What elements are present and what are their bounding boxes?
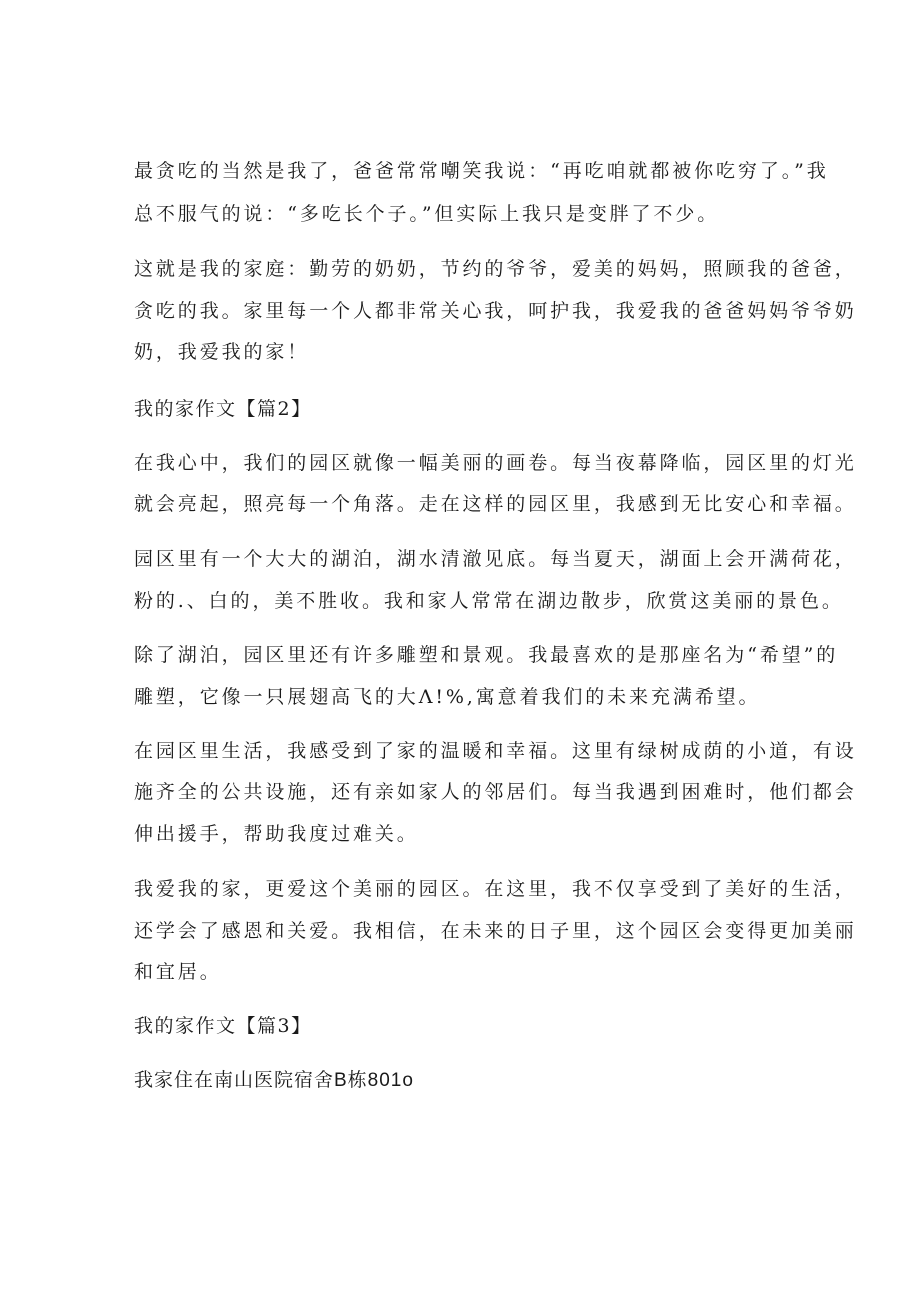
text-line: 粉的.、白的，美不胜收。我和家人常常在湖边散步，欣赏这美丽的景色。	[134, 590, 844, 612]
text-line: 奶，我爱我的家！	[134, 341, 310, 363]
section-heading-3: 我的家作文【篇3】	[134, 1015, 312, 1037]
text-line: 园区里有一个大大的湖泊，湖水清澈见底。每当夏天，湖面上会开满荷花，	[134, 548, 857, 570]
text-line: 除了湖泊，园区里还有许多雕塑和景观。我最喜欢的是那座名为“希望”的	[134, 644, 839, 666]
text-line: 总不服气的说：“多吃长个子。”但实际上我只是变胖了不少。	[134, 203, 720, 225]
text-line: 在园区里生活，我感受到了家的温暖和幸福。这里有绿树成荫的小道，有设	[134, 740, 857, 762]
text-line: 还学会了感恩和关爱。我相信，在未来的日子里，这个园区会变得更加美丽	[134, 920, 857, 942]
text-line: 这就是我的家庭：勤劳的奶奶，节约的爷爷，爱美的妈妈，照顾我的爸爸，	[134, 258, 857, 280]
text-line: 就会亮起，照亮每一个角落。走在这样的园区里，我感到无比安心和幸福。	[134, 493, 857, 515]
section-heading-2: 我的家作文【篇2】	[134, 398, 312, 420]
text-line: 雕塑，它像一只展翅高飞的大Λ!%,寓意着我们的未来充满希望。	[134, 686, 761, 708]
text-line: 在我心中，我们的园区就像一幅美丽的画卷。每当夜幕降临，园区里的灯光	[134, 452, 857, 474]
text-line: 贪吃的我。家里每一个人都非常关心我，呵护我，我爱我的爸爸妈妈爷爷奶	[134, 300, 857, 322]
text-line: 我爱我的家，更爱这个美丽的园区。在这里，我不仅享受到了美好的生活，	[134, 878, 857, 900]
paragraph-address: 我家住在南山医院宿舍B栋801o	[134, 1070, 414, 1091]
text-line: 最贪吃的当然是我了，爸爸常常嘲笑我说：“再吃咱就都被你吃穷了。”我	[134, 160, 829, 182]
text-line: 和宜居。	[134, 961, 222, 983]
text-line: 伸出援手，帮助我度过难关。	[134, 823, 419, 845]
text-line: 施齐全的公共设施，还有亲如家人的邻居们。每当我遇到困难时，他们都会	[134, 781, 857, 803]
